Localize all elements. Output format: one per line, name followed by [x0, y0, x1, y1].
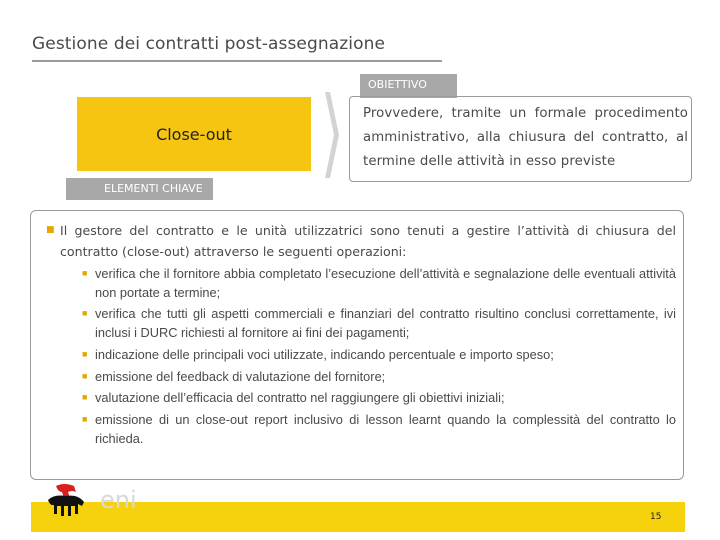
bullet-icon: ■: [82, 349, 88, 359]
six-legged-dog-icon: [48, 484, 84, 516]
list-item: ■ indicazione delle principali voci utilizzate, indicando percentuale e importo speso;: [82, 347, 554, 362]
list-item: ■ verifica che tutti gli aspetti commerciali e finanziari del contratto risultino conclusi correttamente, ivi inclusi i DURC richiesti al fornitore ai fini dei pagamenti;: [82, 306, 676, 340]
bullet-icon: ■: [82, 308, 88, 318]
eni-logo: [44, 480, 144, 520]
closeout-label: Close-out: [156, 124, 232, 144]
objective-tag: OBIETTIVO: [360, 74, 457, 98]
main-bullet: [46, 220, 676, 262]
bullet-icon: ■: [82, 268, 88, 278]
list-item: ■ emissione di un close-out report inclusivo di lesson learnt quando la complessità del contratto lo richieda.: [82, 412, 676, 446]
bullet-icon: ■: [82, 414, 88, 424]
key-elements-tag: ELEMENTI CHIAVE: [66, 178, 213, 200]
bullet-icon: ■: [82, 371, 88, 381]
bullet-icon: ■: [82, 392, 88, 402]
page-title: Gestione dei contratti post-assegnazione: [32, 34, 386, 54]
bullet-icon: ■: [46, 225, 55, 235]
main-bullet-text: Il gestore del contratto e le unità utilizzatrici sono tenuti a gestire l’attività di chiusura del contratto (close-out) attraverso le seguenti operazioni:: [60, 223, 676, 259]
list-item: ■ verifica che il fornitore abbia completato l’esecuzione dell’attività e segnalazione delle eventuali attività non portate a termine;: [82, 266, 676, 300]
closeout-box: [77, 97, 311, 171]
list-item: ■ emissione del feedback di valutazione del fornitore;: [82, 369, 386, 384]
objective-text: Provvedere, tramite un formale procedimento amministrativo, alla chiusura del contratto, al termine delle attività in esso previste: [363, 106, 688, 169]
chevron-arrow-icon: [325, 92, 339, 178]
title-divider: [32, 60, 442, 62]
eni-wordmark: eni: [100, 486, 137, 514]
list-item: ■ valutazione dell’efficacia del contratto nel raggiungere gli obiettivi iniziali;: [82, 390, 505, 405]
page-number: 15: [650, 512, 662, 522]
